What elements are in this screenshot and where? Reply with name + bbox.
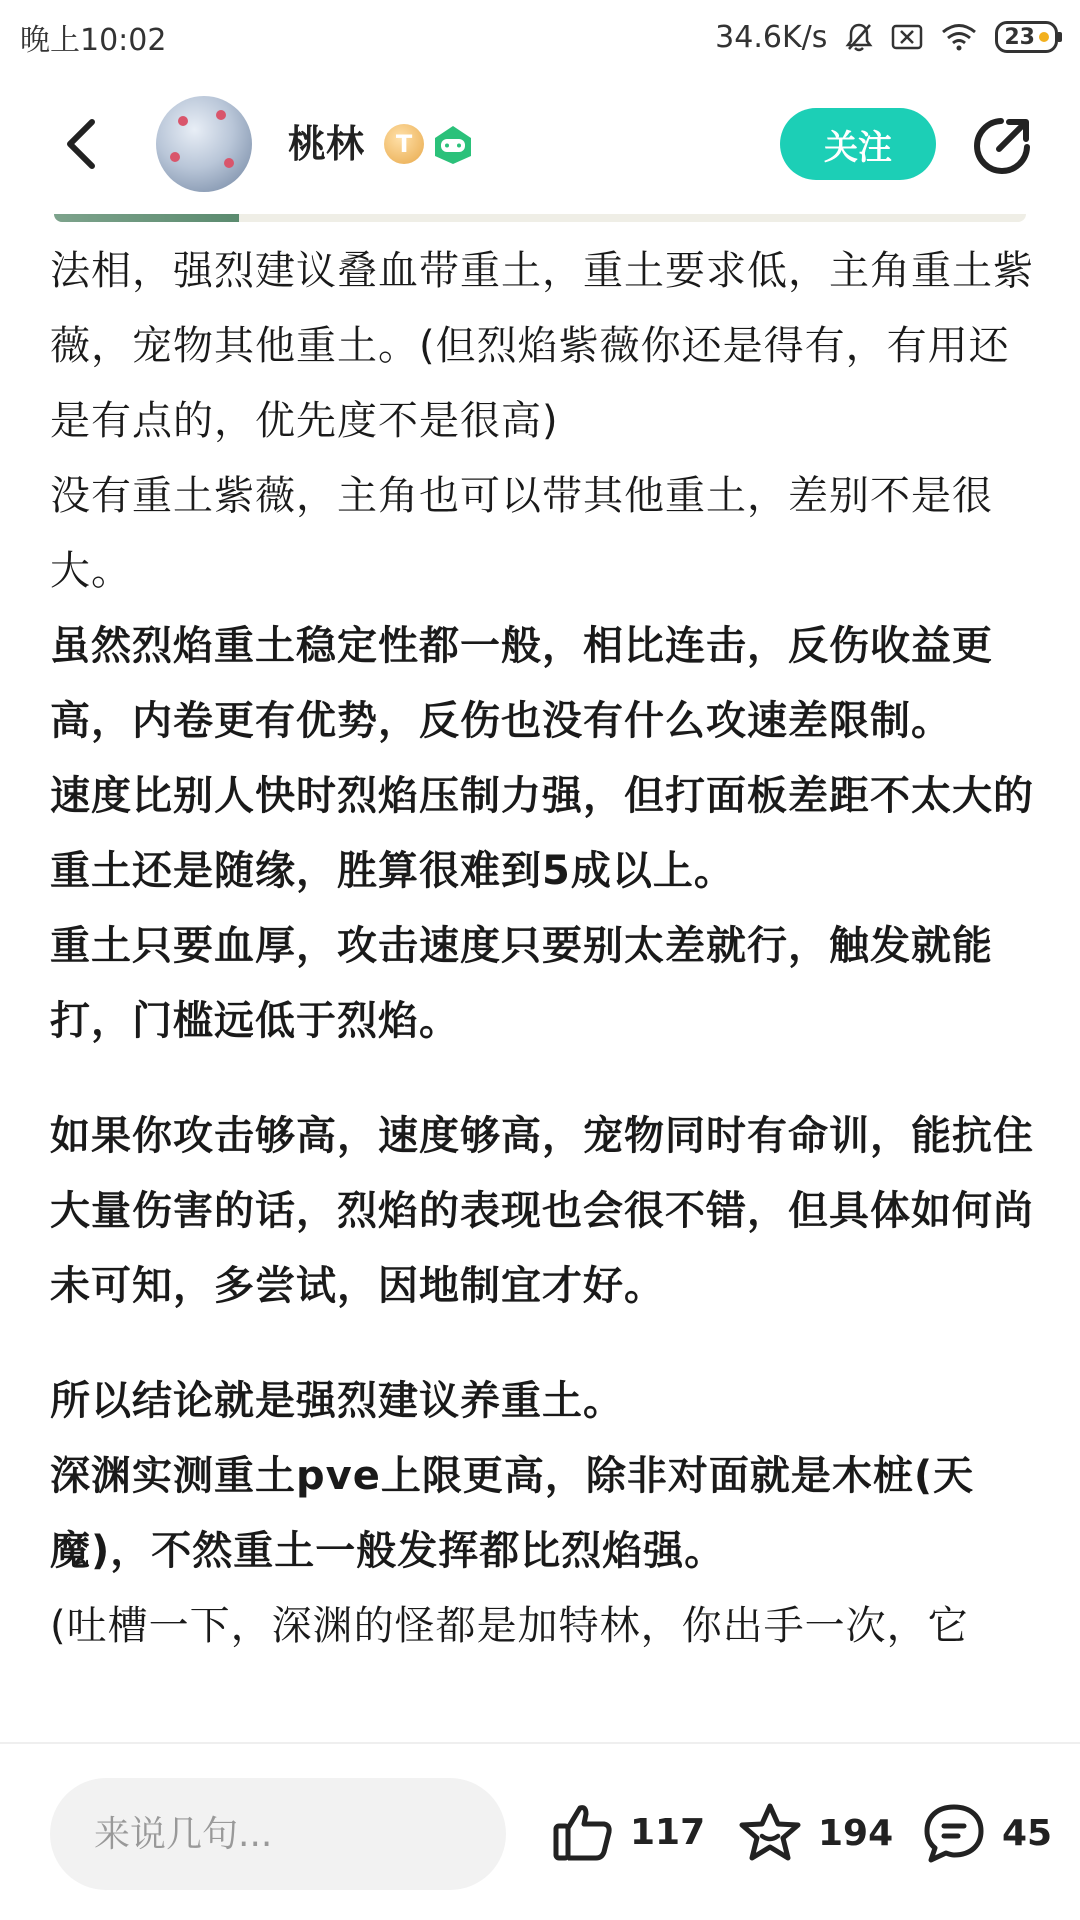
reading-progress-fill <box>54 214 239 222</box>
article-paragraph: 如果你攻击够高，速度够高，宠物同时有命训，能抗住大量伤害的话，烈焰的表现也会很不错，但具体如何尚未可知，多尝试，因地制宜才好。 <box>50 1113 1034 1309</box>
author-name[interactable]: 桃林 <box>288 122 365 166</box>
game-controller-badge-icon <box>432 124 474 166</box>
favorite-button[interactable] <box>738 1802 893 1864</box>
article-paragraph: 深渊实测重土pve上限更高，除非对面就是木桩(天魔)，不然重土一般发挥都比烈焰强。 <box>50 1453 975 1574</box>
comment-count: 45 <box>1002 1812 1053 1854</box>
status-time: 晚上10:02 <box>20 23 167 58</box>
battery-indicator <box>995 21 1058 53</box>
status-bar <box>0 0 1080 74</box>
post-header <box>0 74 1080 214</box>
like-button[interactable] <box>552 1802 705 1862</box>
avatar-petal <box>216 110 226 120</box>
avatar-petal <box>178 116 188 126</box>
sim-error-icon <box>891 24 923 50</box>
back-button[interactable] <box>56 114 104 174</box>
level-badge: T <box>384 124 424 164</box>
comment-input[interactable] <box>50 1778 506 1890</box>
share-button[interactable] <box>970 114 1034 178</box>
article-paragraph: (吐槽一下，深渊的怪都是加特林，你出手一次，它 <box>50 1603 969 1649</box>
mute-bell-icon <box>845 22 873 52</box>
article-paragraph: 速度比别人快时烈焰压制力强，但打面板差距不太大的重土还是随缘，胜算很难到5成以上。 <box>50 773 1034 894</box>
follow-button[interactable]: 关注 <box>780 108 936 180</box>
avatar-petal <box>170 152 180 162</box>
network-speed: 34.6K/s <box>715 19 828 55</box>
favorite-count: 194 <box>818 1812 894 1854</box>
bottom-action-bar <box>0 1742 1080 1920</box>
chevron-left-icon <box>64 118 96 170</box>
share-icon <box>971 115 1033 177</box>
chat-bubble-icon <box>922 1802 986 1864</box>
author-avatar[interactable] <box>156 96 252 192</box>
avatar-petal <box>224 158 234 168</box>
like-count: 117 <box>630 1811 706 1853</box>
battery-dot <box>1039 32 1049 42</box>
battery-level: 23 <box>1004 24 1035 50</box>
wifi-icon <box>941 23 977 51</box>
reading-progress-bar <box>54 214 1026 222</box>
article-paragraph: 所以结论就是强烈建议养重土。 <box>50 1378 624 1424</box>
comments-button[interactable] <box>922 1802 1052 1864</box>
star-icon <box>738 1802 802 1864</box>
article-paragraph: 虽然烈焰重土稳定性都一般，相比连击，反伤收益更高，内卷更有优势，反伤也没有什么攻速差限制。 <box>50 623 993 744</box>
article-paragraph: 法相，强烈建议叠血带重土，重土要求低，主角重土紫薇，宠物其他重土。(但烈焰紫薇你还是得有，有用还是有点的，优先度不是很高) <box>50 248 1034 444</box>
article-paragraph: 没有重土紫薇，主角也可以带其他重土，差别不是很大。 <box>50 473 993 594</box>
article-paragraph: 重土只要血厚，攻击速度只要别太差就行，触发就能打，门槛远低于烈焰。 <box>50 923 993 1044</box>
status-right <box>715 20 1058 55</box>
thumbs-up-icon <box>552 1802 614 1862</box>
article-body <box>50 234 1040 1742</box>
